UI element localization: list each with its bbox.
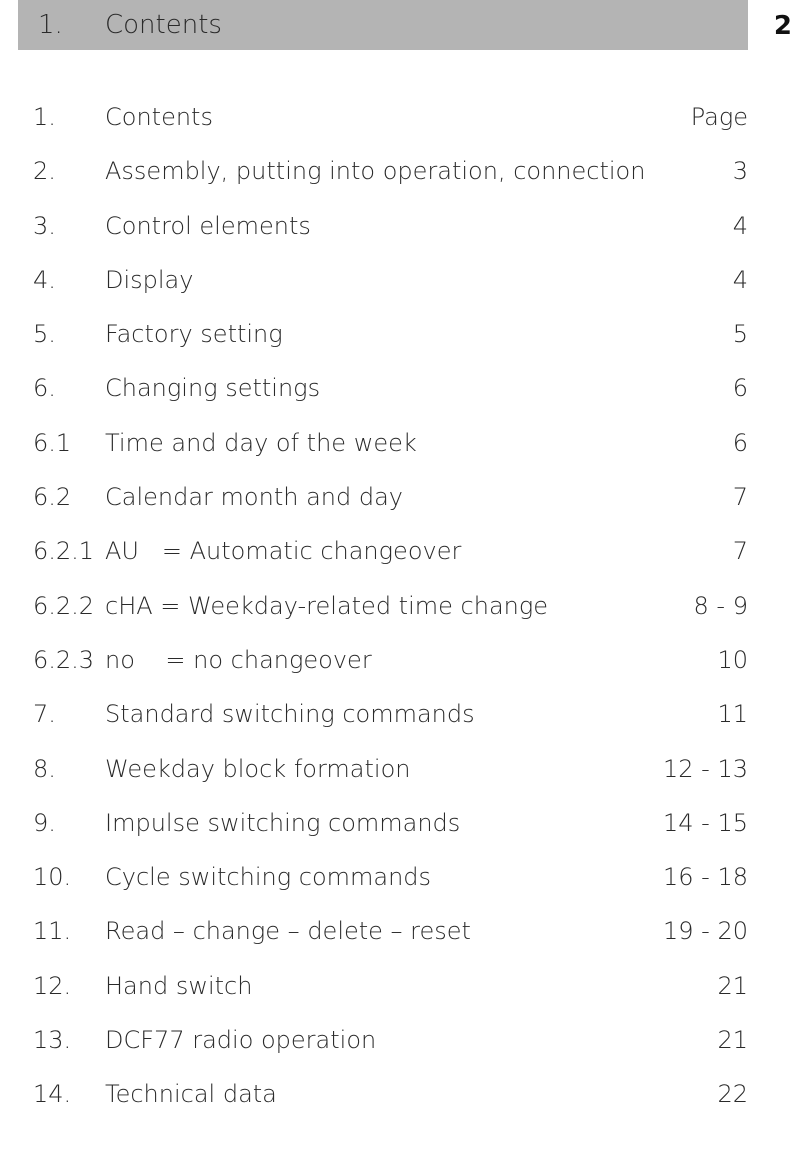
toc-entry-page: 6 [732, 374, 748, 403]
toc-entry-label: Assembly, putting into operation, connection [105, 157, 646, 186]
toc-entry-label: Factory setting [105, 320, 283, 349]
toc-entry-number: 6.2 [33, 483, 72, 512]
toc-entry-page: 21 [717, 1026, 748, 1055]
toc-entry-label: Standard switching commands [105, 700, 475, 729]
toc-entry-number: 1. [33, 103, 56, 131]
toc-entry-number: 7. [33, 700, 56, 729]
toc-entry-page: 10 [717, 645, 748, 674]
toc-entry-number: 14. [33, 1080, 72, 1109]
page-number: 2 [773, 11, 792, 41]
toc-entry-number: 6. [33, 374, 56, 403]
toc-entry-number: 12. [33, 971, 72, 1000]
toc-entry-label: Changing settings [105, 374, 321, 403]
toc-entry-1[interactable] [33, 95, 748, 149]
toc-entry-5[interactable] [33, 312, 748, 366]
toc-entry-6-2[interactable] [33, 475, 748, 529]
section-title: Contents [105, 10, 222, 40]
toc-entry-page: 16 - 18 [663, 863, 748, 892]
section-header-bar [18, 0, 748, 50]
toc-entry-number: 8. [33, 754, 56, 783]
toc-entry-label: Display [105, 265, 194, 294]
toc-entry-number: 3. [33, 211, 56, 240]
toc-entry-page: 3 [732, 157, 748, 186]
toc-entry-label: DCF77 radio operation [105, 1026, 377, 1055]
toc-entry-page: 11 [717, 700, 748, 729]
toc-entry-14[interactable] [33, 1072, 748, 1126]
toc-entry-label: Impulse switching commands [105, 808, 461, 837]
toc-entry-page: 14 - 15 [663, 808, 748, 837]
toc-entry-6[interactable] [33, 366, 748, 420]
toc-entry-11[interactable] [33, 909, 748, 963]
toc-entry-label: Calendar month and day [105, 483, 403, 512]
toc-entry-label: Control elements [105, 211, 311, 240]
toc-entry-label: Cycle switching commands [105, 863, 432, 892]
toc-entry-6-1[interactable] [33, 421, 748, 475]
toc-entry-label: no = no changeover [105, 645, 372, 674]
toc-entry-label: Hand switch [105, 971, 253, 1000]
toc-entry-label: Technical data [105, 1080, 277, 1109]
toc-entry-6-2-3[interactable] [33, 638, 748, 692]
toc-entry-number: 13. [33, 1026, 72, 1055]
toc-entry-number: 6.2.2 [33, 591, 95, 620]
toc-entry-number: 6.1 [33, 428, 72, 457]
toc-entry-page: 7 [732, 537, 748, 566]
toc-entry-8[interactable] [33, 747, 748, 801]
toc-column-header-page: Page [690, 103, 748, 131]
toc-entry-number: 6.2.3 [33, 645, 95, 674]
toc-entry-7[interactable] [33, 692, 748, 746]
toc-entry-label: Time and day of the week [105, 428, 417, 457]
toc-entry-number: 2. [33, 157, 56, 186]
toc-entry-page: 6 [732, 428, 748, 457]
section-number: 1. [38, 10, 63, 40]
toc-entry-6-2-2[interactable] [33, 584, 748, 638]
toc-entry-10[interactable] [33, 855, 748, 909]
toc-entry-6-2-1[interactable] [33, 529, 748, 583]
toc-entry-13[interactable] [33, 1018, 748, 1072]
toc-entry-label: AU = Automatic changeover [105, 537, 462, 566]
toc-entry-number: 11. [33, 917, 72, 946]
table-of-contents [33, 95, 748, 1127]
toc-entry-page: 4 [732, 265, 748, 294]
toc-entry-page: 5 [732, 320, 748, 349]
toc-entry-page: 22 [717, 1080, 748, 1109]
toc-entry-page: 12 - 13 [663, 754, 748, 783]
toc-entry-page: 4 [732, 211, 748, 240]
toc-entry-label: Weekday block formation [105, 754, 411, 783]
toc-entry-page: 19 - 20 [663, 917, 748, 946]
toc-entry-9[interactable] [33, 801, 748, 855]
toc-entry-label: Read – change – delete – reset [105, 917, 471, 946]
toc-entry-page: 8 - 9 [693, 591, 748, 620]
toc-entry-number: 9. [33, 808, 56, 837]
toc-entry-number: 5. [33, 320, 56, 349]
toc-entry-4[interactable] [33, 258, 748, 312]
toc-entry-label: cHA = Weekday-related time change [105, 591, 549, 620]
toc-entry-page: 21 [717, 971, 748, 1000]
toc-entry-number: 10. [33, 863, 72, 892]
toc-entry-number: 6.2.1 [33, 537, 95, 566]
toc-entry-label: Contents [105, 103, 213, 131]
toc-entry-page: 7 [732, 483, 748, 512]
toc-entry-12[interactable] [33, 964, 748, 1018]
toc-entry-3[interactable] [33, 204, 748, 258]
toc-entry-2[interactable] [33, 149, 748, 203]
toc-entry-number: 4. [33, 265, 56, 294]
